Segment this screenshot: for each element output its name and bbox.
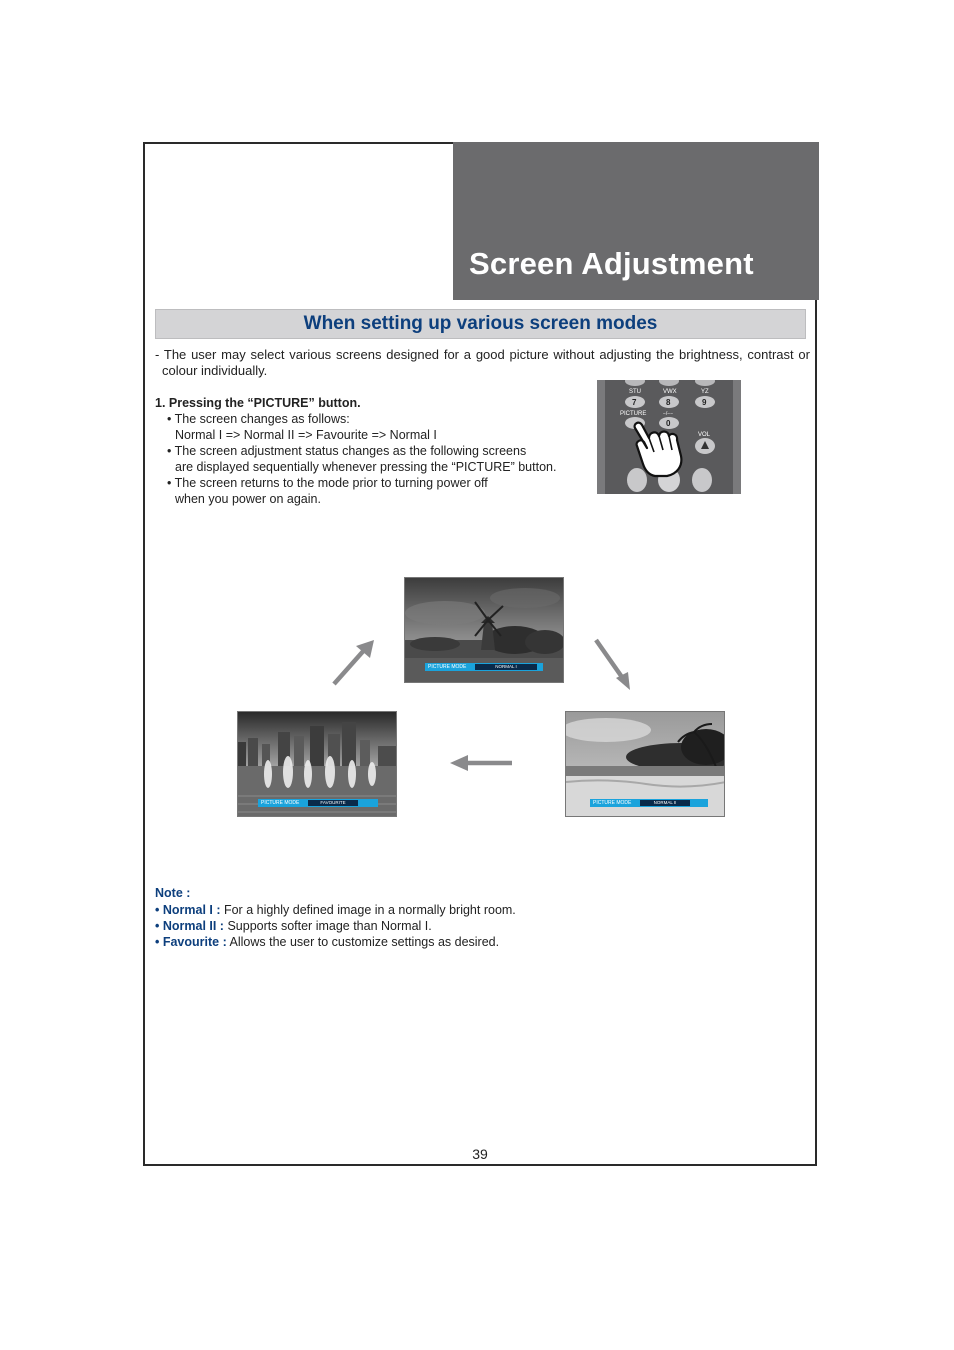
screen-favourite (237, 711, 397, 817)
note-normal-1 (155, 902, 516, 918)
arrow-left-icon (450, 753, 514, 773)
step-bullet-1: • The screen changes as follows: (167, 412, 350, 426)
screen-normal-1 (404, 577, 564, 683)
intro-text: - The user may select various screens designed for a good picture without adjusting the brightness, contrast or colour individually. (155, 347, 810, 378)
step-bullet-3-cont: when you power on again. (175, 492, 321, 506)
osd-label: PICTURE MODE (428, 664, 467, 670)
osd-bar (590, 799, 708, 807)
osd-value: NORMAL II (640, 800, 690, 806)
osd-label: PICTURE MODE (593, 800, 632, 806)
step-bullet-2-cont: are displayed sequentially whenever pressing the “PICTURE” button. (175, 460, 557, 474)
step-1 (155, 395, 585, 507)
key-label-7: 7 (632, 398, 637, 407)
page-number: 39 (472, 1146, 488, 1162)
note-favourite (155, 934, 516, 950)
note-normal-2-label: • Normal II : (155, 919, 224, 933)
key-label-picture: PICTURE (620, 411, 647, 417)
key-label-yz: YZ (701, 389, 709, 395)
osd-value: FAVOURITE (308, 800, 358, 806)
key-label-dash: −/−− (663, 411, 674, 417)
key-label-vol: VOL (698, 432, 711, 438)
section-title: When setting up various screen modes (303, 313, 658, 334)
osd-value: NORMAL I (475, 664, 537, 670)
arrow-down-right-icon (592, 636, 634, 692)
title-block (453, 142, 819, 300)
note-favourite-label: • Favourite : (155, 935, 227, 949)
osd-label: PICTURE MODE (261, 800, 300, 806)
key-label-0: 0 (666, 419, 671, 428)
note-normal-1-label: • Normal I : (155, 903, 221, 917)
osd-bar (425, 663, 543, 671)
step-bullet-2: • The screen adjustment status changes as the following screens (167, 444, 527, 458)
note-favourite-text: Allows the user to customize settings as desired. (226, 935, 500, 949)
key-label-stu: STU (629, 389, 641, 395)
screen-normal-2 (565, 711, 725, 817)
step-heading: 1. Pressing the “PICTURE” button. (155, 396, 361, 410)
step-bullet-3: • The screen returns to the mode prior to turning power off (167, 476, 488, 490)
osd-bar (258, 799, 378, 807)
key-label-9: 9 (702, 398, 707, 407)
note-block (155, 885, 516, 950)
note-normal-2 (155, 918, 516, 934)
arrow-up-right-icon (330, 638, 378, 688)
key-label-8: 8 (666, 398, 671, 407)
remote-control-icon (597, 380, 741, 494)
page-title: Screen Adjustment (469, 246, 754, 281)
key-label-vwx: VWX (663, 389, 677, 395)
note-normal-2-text: Supports softer image than Normal I. (223, 919, 432, 933)
step-bullet-1-cont: Normal I => Normal II => Favourite => Normal I (175, 428, 437, 442)
note-normal-1-text: For a highly defined image in a normally bright room. (220, 903, 516, 917)
section-bar (155, 309, 806, 339)
remote-control-illustration (597, 380, 741, 494)
note-title: Note : (155, 886, 191, 900)
